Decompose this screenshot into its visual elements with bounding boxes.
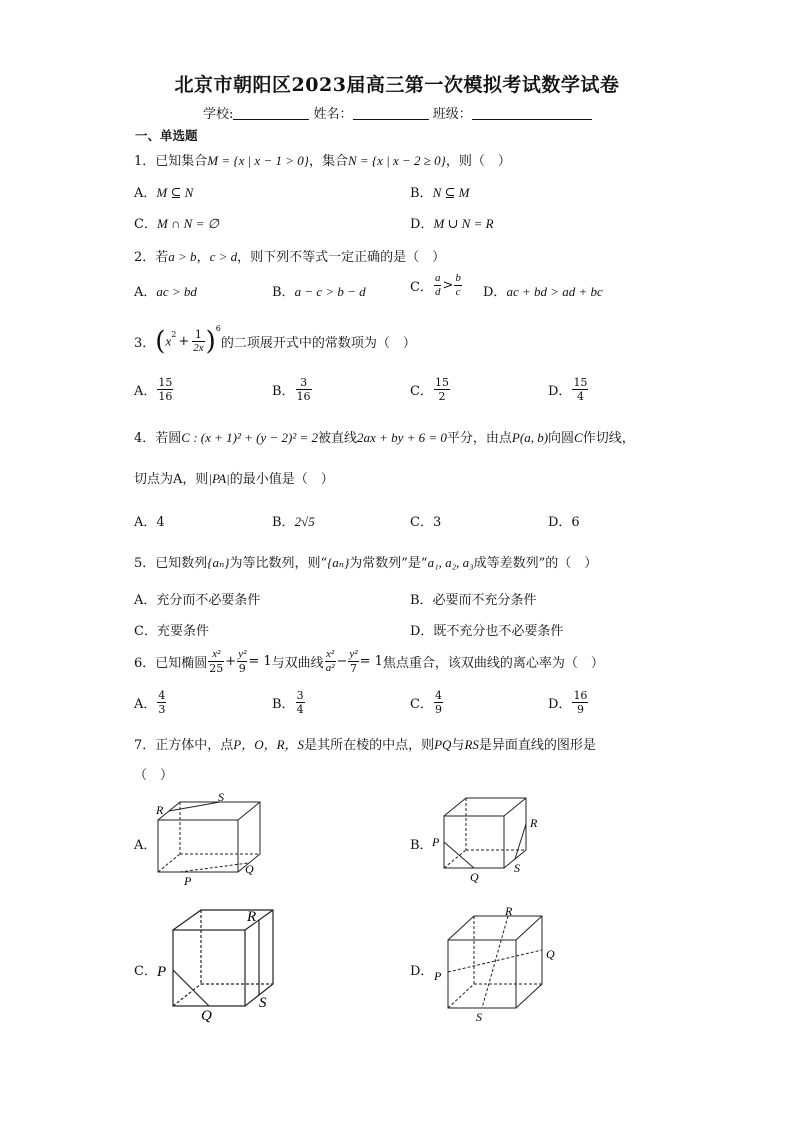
cube-figure-c [155,906,285,1026]
q1-text: ，则（ ） [445,154,511,169]
q7-option-d[interactable]: D． [410,964,434,979]
question-4-stem-line2: 切点为A，则|PA|的最小值是（ ） [134,471,334,487]
cube-figure-b [430,794,550,886]
q1-option-c[interactable]: C．M ∩ N = ∅ [134,216,219,232]
q6-option-b[interactable]: B． $\frac{3}{4}$ [272,689,304,716]
label-q: Q [470,870,479,884]
question-6-stem: 6．已知椭圆 $\frac{\text{x²}}{25}$ + $\frac{\text{y²}}{9}$ = 1与双曲线 $\frac{\text{x²}}{\text{a²}}$ − $\frac{\text{y²}}{7}$ = 1焦点重合，该双曲线的离心率为（ ） [134,648,604,675]
question-1-stem [134,150,511,169]
question-7-stem: 7．正方体中，点P，O，R，S是其所在棱的中点，则PQ与RS是异面直线的图形是 [134,737,596,753]
name-blank[interactable] [353,107,429,120]
label-p: P [432,835,440,849]
q3-option-b[interactable]: B． $\frac{3}{16}$ [272,376,311,403]
label-r: R [156,803,164,817]
label-r: R [247,909,257,925]
question-5-stem: 5．已知数列{aₙ}为等比数列，则“{aₙ}为常数列”是“a₁, a₂, a₃成等差数列”的（ ） [134,555,598,571]
label-q: Q [546,947,555,961]
name-label: 姓名： [313,107,353,122]
q6-option-c[interactable]: C． $\frac{4}{9}$ [410,689,442,716]
label-p: P [434,969,442,983]
question-4-stem: 4．若圆C : (x + 1)² + (y − 2)² = 2被直线2ax + by + 6 = 0平分，由点P(a, b)向圆C作切线， [134,430,635,446]
question-2-stem: 2．若a > b，c > d，则下列不等式一定正确的是（ ） [134,249,446,265]
q2-option-a[interactable]: A．ac > bd [134,284,197,300]
q1-option-d[interactable]: D．M ∪ N = R [410,216,494,232]
q5-option-d[interactable]: D．既不充分也不必要条件 [410,624,564,639]
label-s: S [514,861,520,875]
class-blank[interactable] [472,107,592,120]
q1-text: 1．已知集合 [134,154,208,169]
q4-option-c[interactable]: C．3 [410,515,442,530]
q6-option-d[interactable]: D． $\frac{16}{9}$ [548,689,588,716]
student-info [203,103,592,122]
q5-option-b[interactable]: B．必要而不充分条件 [410,593,537,608]
q2-option-c[interactable]: C． $\frac{a}{d}$ > $\frac{b}{c}$ [410,272,461,298]
label-s: S [476,1010,482,1024]
q1-set-n: N = {x | x − 2 ≥ 0} [347,153,446,168]
label-r: R [505,904,513,918]
question-3-stem: 3．($x^2$ + $\frac{1}{2x}$ )$^6$的二项展开式中的常数项为（ ） [134,324,416,357]
question-7-paren: （ ） [134,768,174,783]
label-s: S [259,995,267,1011]
label-q: Q [201,1008,212,1024]
cube-figure-a [150,792,270,888]
school-label: 学校: [203,107,234,122]
q5-option-c[interactable]: C．充要条件 [134,624,209,639]
q2-option-d[interactable]: D．ac + bd > ad + bc [483,284,603,300]
page-title: 北京市朝阳区2023届高三第一次模拟考试数学试卷 [174,74,620,96]
q1-set-m: M = {x | x − 1 > 0} [207,153,309,168]
q2-option-b[interactable]: B．a − c > b − d [272,284,366,300]
label-q: Q [245,862,254,876]
q4-option-b[interactable]: B．2√5 [272,514,315,530]
class-label: 班级： [432,107,472,122]
q4-option-a[interactable]: A．4 [134,515,165,530]
q5-option-a[interactable]: A．充分而不必要条件 [134,593,261,608]
q1-text: ，集合 [308,154,348,169]
label-p: P [157,964,167,980]
q1-option-a[interactable]: A．M ⊆ N [134,185,194,201]
q7-option-c[interactable]: C． [134,964,157,979]
school-blank[interactable] [233,107,309,120]
q3-option-d[interactable]: D． $\frac{15}{4}$ [548,376,588,403]
q6-option-a[interactable]: A． $\frac{4}{3}$ [134,689,166,716]
q1-option-b[interactable]: B．N ⊆ M [410,185,470,201]
label-r: R [530,816,538,830]
q3-option-a[interactable]: A． $\frac{15}{16}$ [134,376,173,403]
label-p: P [184,874,192,888]
cube-figure-d [430,904,570,1024]
section-heading: 一、单选题 [135,128,198,143]
q7-option-b[interactable]: B． [410,838,433,853]
label-s: S [218,792,224,804]
q3-option-c[interactable]: C． $\frac{15}{2}$ [410,376,449,403]
q4-option-d[interactable]: D．6 [548,515,580,530]
q7-option-a[interactable]: A． [134,838,157,853]
